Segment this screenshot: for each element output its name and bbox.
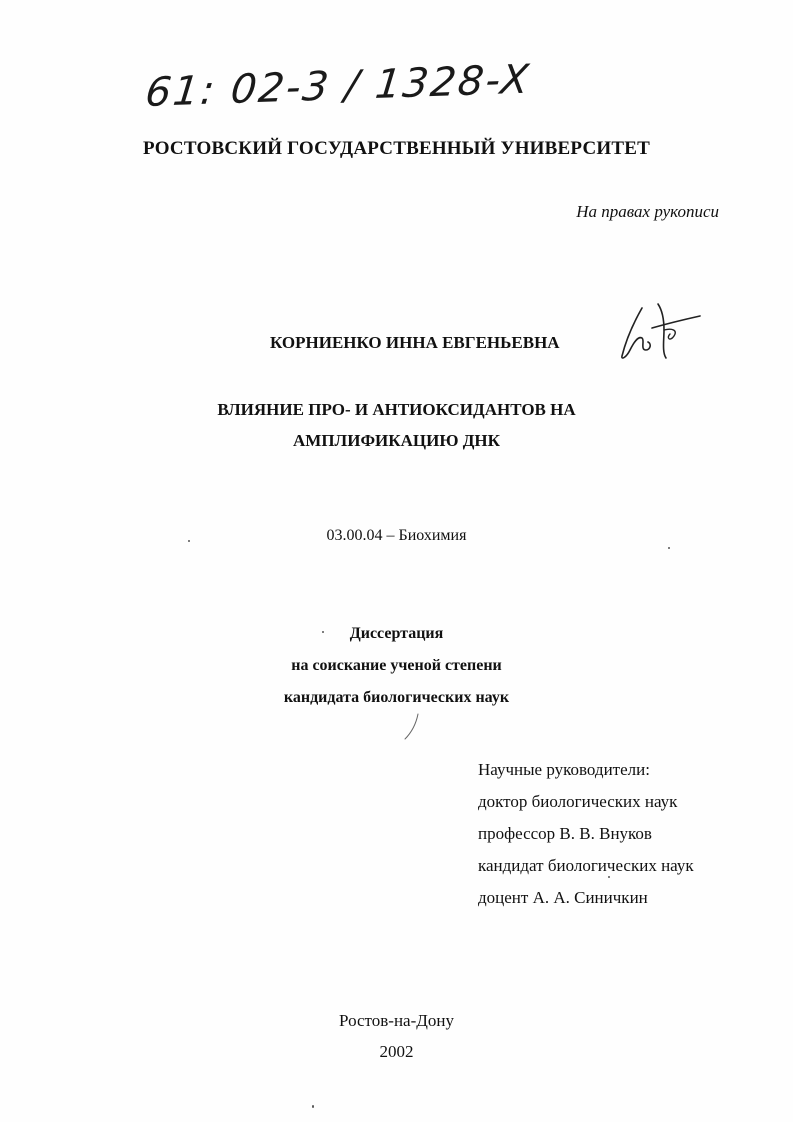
scan-speck — [188, 540, 190, 542]
handwritten-archive-code: 61: 02-3 / 1328-X — [143, 56, 533, 116]
signature-icon — [612, 300, 704, 362]
advisor-2-degree: кандидат биологических наук — [478, 856, 694, 875]
university-name: РОСТОВСКИЙ ГОСУДАРСТВЕННЫЙ УНИВЕРСИТЕТ — [143, 138, 650, 159]
scan-speck — [668, 547, 670, 549]
scan-speck — [312, 1105, 314, 1108]
dissertation-title-line-2: АМПЛИФИКАЦИЮ ДНК — [293, 431, 500, 450]
scan-speck — [608, 876, 610, 878]
advisors-block — [478, 754, 694, 914]
author-name: КОРНИЕНКО ИННА ЕВГЕНЬЕВНА — [270, 333, 560, 352]
dissertation-label: Диссертация — [349, 625, 444, 642]
rights-note: На правах рукописи — [576, 202, 719, 221]
city: Ростов-на-Дону — [339, 1011, 454, 1030]
degree-purpose: на соискание ученой степени — [291, 657, 502, 674]
specialty-code: 03.00.04 – Биохимия — [326, 527, 467, 544]
degree-name: кандидата биологических наук — [283, 689, 510, 706]
scan-speck — [322, 631, 324, 633]
advisor-2-name: доцент А. А. Синичкин — [478, 888, 648, 907]
advisor-1-degree: доктор биологических наук — [478, 792, 678, 811]
dissertation-title-line-1: ВЛИЯНИЕ ПРО- И АНТИОКСИДАНТОВ НА — [217, 400, 576, 419]
advisors-heading: Научные руководители: — [478, 760, 650, 779]
pen-mark-icon — [402, 712, 422, 742]
year: 2002 — [379, 1042, 414, 1061]
advisor-1-name: профессор В. В. Внуков — [478, 824, 652, 843]
